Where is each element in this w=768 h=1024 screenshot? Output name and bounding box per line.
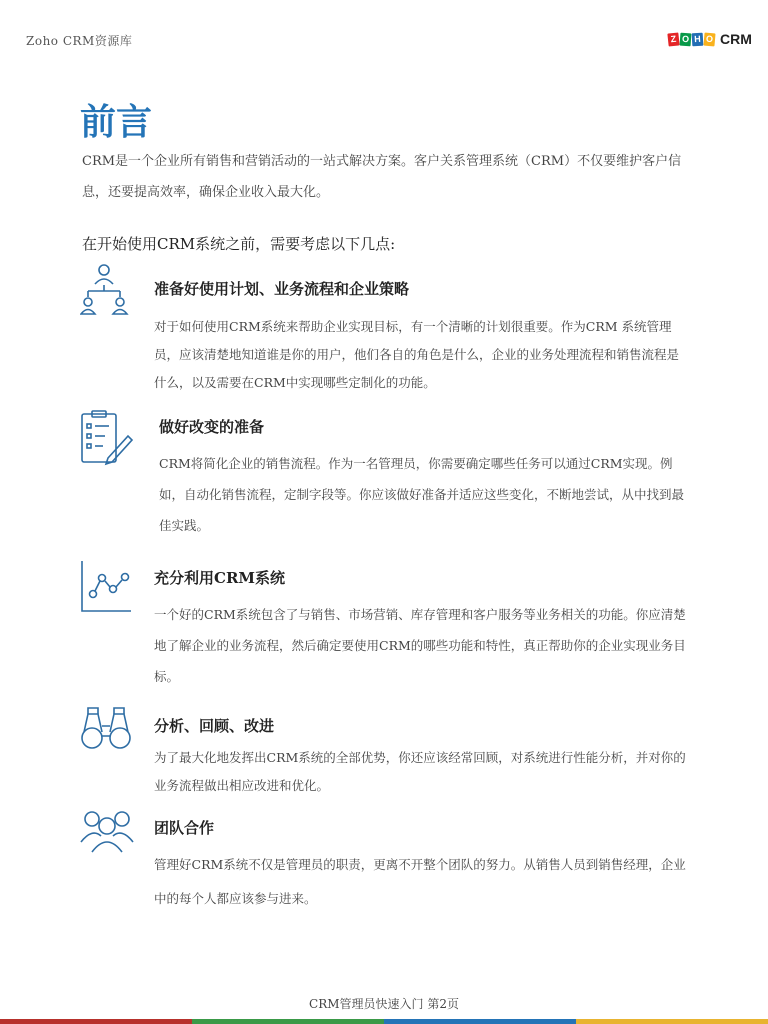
logo-letter-z: Z	[667, 32, 679, 46]
section-title-utilize: 充分利用CRM系统	[154, 569, 286, 587]
logo-letter-o2: O	[703, 32, 715, 46]
org-chart-icon	[80, 262, 134, 318]
binoculars-icon	[80, 706, 134, 756]
section-body-teamwork: 管理好CRM系统不仅是管理员的职责，更离不开整个团队的努力。从销售人员到销售经理，企业中的每个人都应该参与进来。	[154, 857, 686, 906]
footer-color-bar	[0, 1019, 768, 1024]
section-body-planning: 对于如何使用CRM系统来帮助企业实现目标，有一个清晰的计划很重要。作为CRM 系统管理员，应该清楚地知道谁是你的用户，他们各自的角色是什么，企业的业务处理流程和销售流程是什么，以及需要在CRM中实现哪些定制化的功能。	[154, 319, 680, 390]
section-body-change: CRM将简化企业的销售流程。作为一名管理员，你需要确定哪些任务可以通过CRM实现。例如，自动化销售流程，定制字段等。你应该做好准备并适应这些变化，不断地尝试，从中找到最佳实践。	[159, 456, 685, 533]
section-title-change: 做好改变的准备	[159, 418, 265, 436]
section-body-analyze: 为了最大化地发挥出CRM系统的全部优势，你还应该经常回顾，对系统进行性能分析，并对你的业务流程做出相应改进和优化。	[154, 750, 686, 793]
team-icon	[80, 808, 134, 854]
logo-crm-text: CRM	[720, 31, 752, 47]
logo-letter-h: H	[692, 32, 704, 46]
page-title: 前言	[80, 101, 153, 143]
color-bar-green	[192, 1019, 384, 1024]
lead-sentence: 在开始使用CRM系统之前，需要考虑以下几点:	[82, 235, 396, 253]
section-body-utilize: 一个好的CRM系统包含了与销售、市场营销、库存管理和客户服务等业务相关的功能。你应清楚地了解企业的业务流程，然后确定要使用CRM的哪些功能和特性，真正帮助你的企业实现业务目标。	[154, 607, 686, 684]
logo-letter-o1: O	[680, 32, 692, 46]
zoho-crm-logo	[668, 31, 752, 47]
color-bar-blue	[384, 1019, 576, 1024]
header-resource-label: Zoho CRM资源库	[26, 34, 133, 48]
section-title-planning: 准备好使用计划、业务流程和企业策略	[154, 280, 410, 298]
section-title-analyze: 分析、回顾、改进	[154, 717, 275, 735]
intro-paragraph: CRM是一个企业所有销售和营销活动的一站式解决方案。客户关系管理系统（CRM）不仅要维护客户信息，还要提高效率，确保企业收入最大化。	[82, 154, 682, 200]
page-footer: CRM管理员快速入门 第2页	[309, 997, 459, 1011]
section-title-teamwork: 团队合作	[154, 819, 215, 837]
color-bar-red	[0, 1019, 192, 1024]
color-bar-yellow	[576, 1019, 768, 1024]
clipboard-pencil-icon	[80, 410, 134, 466]
line-chart-icon	[80, 560, 134, 616]
